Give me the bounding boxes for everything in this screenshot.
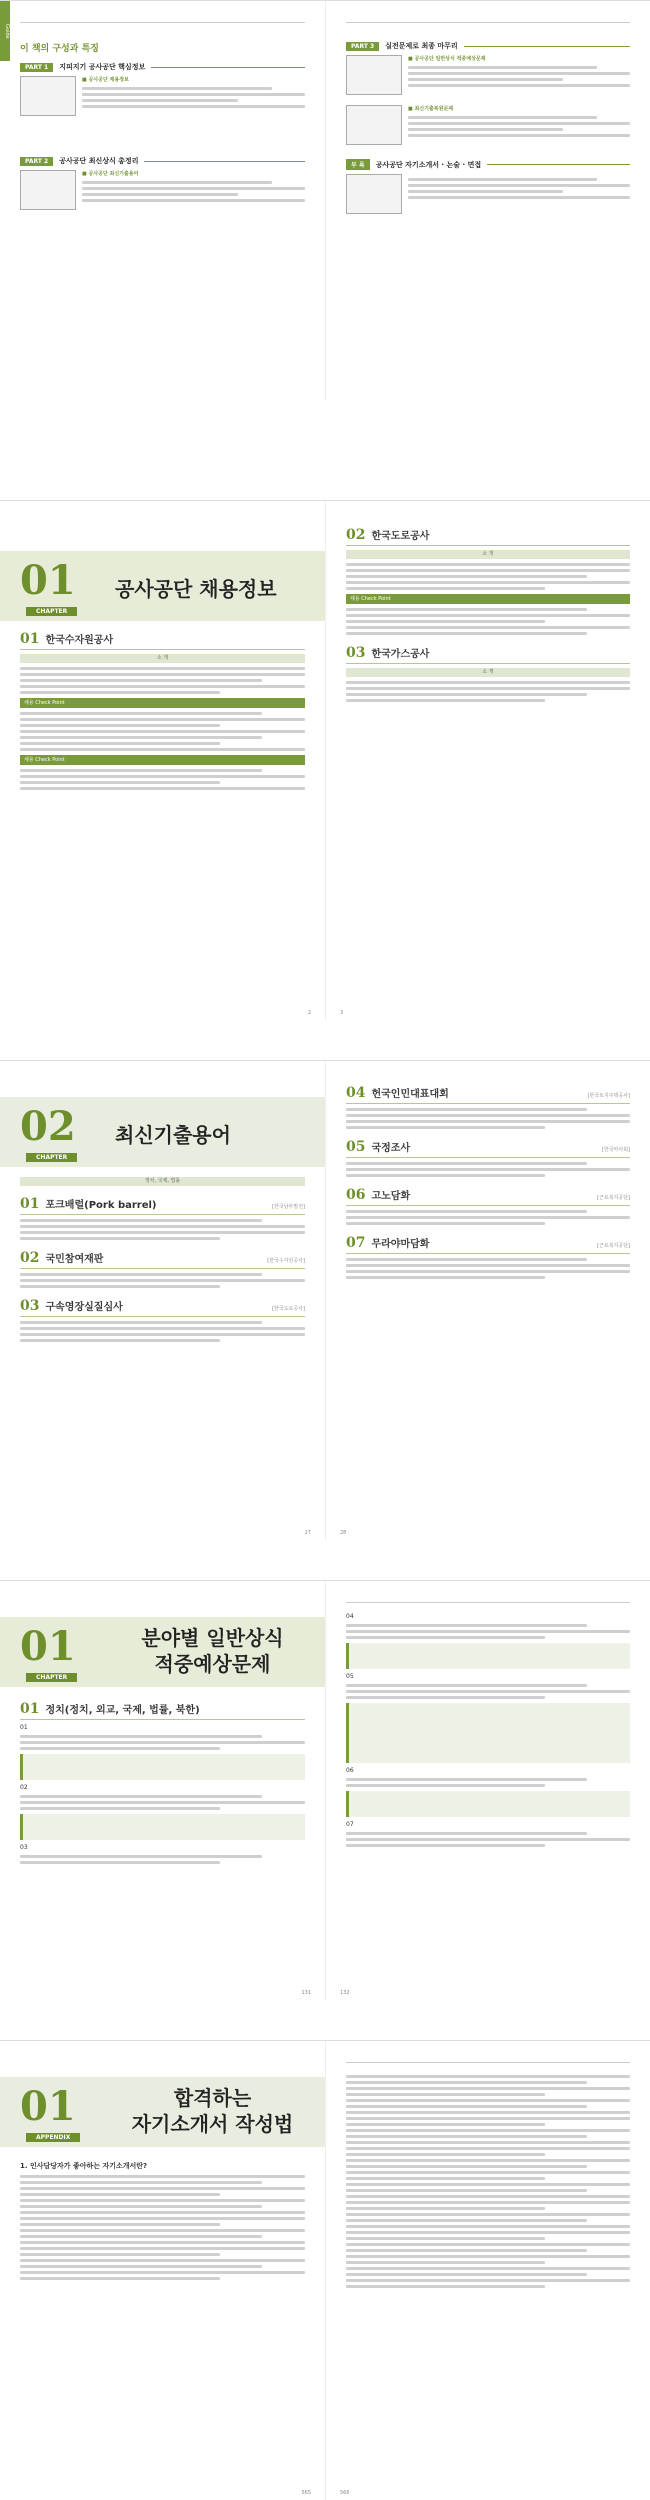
page-number: 132 [340, 1990, 350, 1996]
chapter-label: CHAPTER [26, 1673, 77, 1682]
part3-header [346, 41, 630, 51]
page-number: 28 [340, 1530, 347, 1536]
question-number: 07 [346, 1821, 354, 1828]
guide-spread [0, 0, 650, 400]
question-number: 03 [20, 1844, 28, 1851]
chapter-label: CHAPTER [26, 1153, 77, 1162]
page-thumbnail [20, 76, 76, 116]
answer-box [346, 1791, 630, 1817]
part1-title: 지피지기 공사공단 핵심정보 [59, 63, 146, 71]
part-divider [151, 67, 305, 68]
term-heading [346, 1139, 630, 1158]
term-title: 무라야마담화 [371, 1239, 430, 1250]
appendix-right-page [325, 2041, 650, 2500]
chapter-banner [0, 1617, 325, 1687]
part2-header [20, 156, 305, 166]
appendix-number: 01 [20, 2083, 76, 2130]
page-number: 566 [340, 2490, 350, 2496]
term-tag: [한국토지주택공사] [587, 1093, 630, 1099]
term-title: 국정조사 [371, 1143, 411, 1154]
part2-badge: PART 2 [20, 157, 53, 166]
part-divider [144, 161, 305, 162]
appendix-title-line1: 합격하는 [173, 2086, 252, 2110]
page-thumbnail [346, 174, 402, 214]
term-title: 구속영장실질심사 [45, 1302, 123, 1313]
check-point-band: 채용 Check Point [346, 594, 630, 604]
terms-spread [0, 1060, 650, 1540]
term-heading [20, 1298, 305, 1317]
part4-header [346, 159, 630, 170]
term-number: 06 [346, 1187, 366, 1203]
term-heading [20, 1250, 305, 1269]
section-heading [346, 527, 630, 546]
appendix-left-page [0, 2041, 325, 2500]
recruitment-left-page [0, 501, 325, 1020]
chapter-banner [0, 1097, 325, 1167]
answer-box [346, 1703, 630, 1763]
guide-title: 이 책의 구성과 특징 [20, 44, 99, 54]
sub-band: 소 개 [20, 654, 305, 663]
answer-box [20, 1814, 305, 1840]
term-heading [20, 1196, 305, 1215]
part1-badge: PART 1 [20, 63, 53, 72]
category-band: 정치, 국제, 법률 [20, 1177, 305, 1186]
page-number: 565 [301, 2490, 311, 2496]
chapter-title-line1: 분야별 일반상식 [141, 1626, 284, 1650]
page-header [346, 1595, 630, 1603]
term-heading [346, 1085, 630, 1104]
questions-left-page [0, 1581, 325, 2000]
side-tab: Guide [0, 1, 10, 61]
term-tag: [근로복지공단] [597, 1243, 630, 1249]
part4-badge: 부 록 [346, 159, 370, 170]
page-thumbnail [20, 170, 76, 210]
term-title: 포크배럴(Pork barrel) [45, 1200, 157, 1211]
chapter-title: 공사공단 채용정보 [115, 577, 277, 601]
chapter-title: 최신기출용어 [115, 1123, 231, 1147]
page-thumbnail [346, 55, 402, 95]
chapter-number: 02 [20, 1103, 76, 1150]
term-tag: [한국마사회] [601, 1147, 630, 1153]
chapter-number: 01 [20, 557, 76, 604]
appendix-banner [0, 2077, 325, 2147]
page-number: 27 [304, 1530, 311, 1536]
guide-right-page [325, 1, 650, 400]
part3-desc2: ■ 최신기출복원문제 [408, 106, 454, 112]
category-title: 정치(정치, 외교, 국제, 법률, 북한) [45, 1705, 200, 1716]
part2-title: 공사공단 최신상식 총정리 [59, 157, 139, 165]
chapter-label: CHAPTER [26, 607, 77, 616]
recruitment-spread [0, 500, 650, 1020]
term-number: 01 [20, 1196, 40, 1212]
term-heading [346, 1187, 630, 1206]
question-number: 02 [20, 1784, 28, 1791]
appendix-title-line2: 자기소개서 작성법 [131, 2112, 294, 2136]
term-title: 고노담화 [371, 1191, 411, 1202]
term-title: 헌국인민대표대회 [371, 1089, 449, 1100]
question-number: 06 [346, 1767, 354, 1774]
page-header [20, 15, 305, 23]
term-tag: [한국남부발전] [272, 1204, 305, 1210]
section-heading [20, 631, 305, 650]
question-number: 05 [346, 1673, 354, 1680]
questions-spread [0, 1580, 650, 2000]
section-number: 03 [346, 645, 366, 661]
term-number: 04 [346, 1085, 366, 1101]
term-number: 03 [20, 1298, 40, 1314]
section-number: 01 [20, 631, 40, 647]
term-tag: [한국수자원공사] [267, 1258, 305, 1264]
page-number: 131 [301, 1990, 311, 1996]
sub-band: 소 개 [346, 550, 630, 559]
appendix-title [110, 2085, 315, 2137]
category-heading: 01 정치(정치, 외교, 국제, 법률, 북한) [20, 1701, 305, 1720]
section-title: 한국가스공사 [371, 649, 430, 660]
part1-header [20, 62, 305, 72]
check-point-band: 채용 Check Point [20, 755, 305, 765]
appendix-spread [0, 2040, 650, 2500]
part4-title: 공사공단 자기소개서 · 논술 · 면접 [375, 160, 482, 169]
terms-left-page [0, 1061, 325, 1540]
chapter-number: 01 [20, 1623, 76, 1670]
term-title: 국민참여재판 [45, 1254, 104, 1265]
section-heading [346, 645, 630, 664]
recruitment-right-page [325, 501, 650, 1020]
guide-left-page [0, 1, 325, 400]
check-point-band: 채용 Check Point [20, 698, 305, 708]
page-header [346, 15, 630, 23]
chapter-title [110, 1625, 315, 1677]
appendix-intro-heading: 1. 인사담당자가 좋아하는 자기소개서란? [20, 2162, 148, 2170]
part-divider [487, 164, 630, 165]
chapter-banner [0, 551, 325, 621]
term-tag: [근로복지공단] [597, 1195, 630, 1201]
part-divider [464, 46, 630, 47]
question-number: 04 [346, 1613, 354, 1620]
page-number: 3 [340, 1010, 344, 1016]
section-title: 한국도로공사 [371, 531, 430, 542]
part3-title: 실전문제로 최종 마무리 [385, 42, 458, 50]
section-title: 한국수자원공사 [45, 635, 114, 646]
page-header [346, 2055, 630, 2063]
page-number: 2 [307, 1010, 311, 1016]
appendix-label: APPENDIX [26, 2133, 80, 2142]
part3-badge: PART 3 [346, 42, 379, 51]
term-number: 07 [346, 1235, 366, 1251]
term-number: 02 [20, 1250, 40, 1266]
term-number: 05 [346, 1139, 366, 1155]
chapter-title-line2: 적중예상문제 [154, 1652, 271, 1676]
part1-desc: ■ 공사공단 채용정보 [82, 77, 129, 83]
sub-band: 소 개 [346, 668, 630, 677]
questions-right-page [325, 1581, 650, 2000]
section-number: 02 [346, 527, 366, 543]
part3-desc: ■ 공사공단 일반상식 적중예상문제 [408, 56, 486, 62]
terms-right-page [325, 1061, 650, 1540]
term-heading [346, 1235, 630, 1254]
answer-box [20, 1754, 305, 1780]
part2-desc: ■ 공사공단 최신기출용어 [82, 171, 139, 177]
answer-box [346, 1643, 630, 1669]
term-tag: [한국도로공사] [272, 1306, 305, 1312]
page-thumbnail [346, 105, 402, 145]
question-number: 01 [20, 1724, 28, 1731]
